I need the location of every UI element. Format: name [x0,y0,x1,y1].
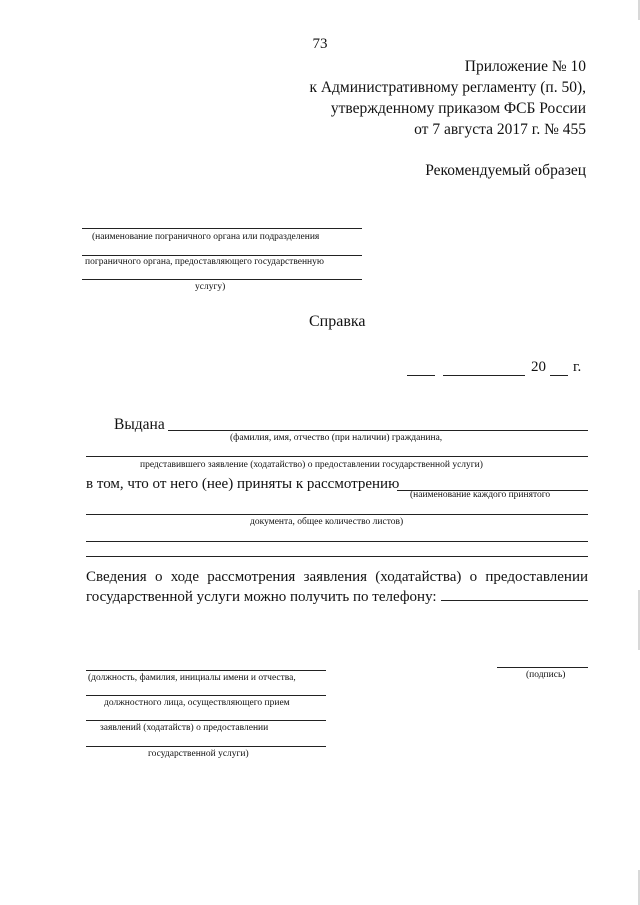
issuer-field-line[interactable] [82,279,362,280]
signature-field[interactable] [497,667,588,668]
citizen-name-field-continued[interactable] [86,456,588,457]
recommended-sample-label: Рекомендуемый образец [425,162,586,179]
official-field-line[interactable] [86,720,326,721]
official-caption: (должность, фамилия, инициалы имени и отчества, [88,673,296,683]
citizen-name-caption: (фамилия, имя, отчество (при наличии) гражданина, [230,433,443,443]
official-field-line[interactable] [86,695,326,696]
appendix-header-line: Приложение № 10 [464,58,586,75]
document-title: Справка [309,313,366,330]
signature-caption: (подпись) [526,670,566,680]
documents-field-continued[interactable] [86,541,588,542]
documents-field-continued[interactable] [86,556,588,557]
appendix-header-line: утвержденному приказом ФСБ России [330,100,586,117]
date-year-suffix: г. [573,359,582,375]
documents-caption: документа, общее количество листов) [250,517,404,527]
official-caption: должностного лица, осуществляющего прием [104,698,290,708]
issuer-field-line[interactable] [82,255,362,256]
appendix-header-line: к Административному регламенту (п. 50), [309,79,586,96]
appendix-header-line: от 7 августа 2017 г. № 455 [414,121,586,138]
issuer-caption: (наименование пограничного органа или подразделения [92,232,320,242]
issuer-caption: услугу) [195,282,226,292]
documents-field-continued[interactable] [86,514,588,515]
date-year-prefix: 20 [531,359,546,375]
page-number: 73 [312,36,328,52]
status-info-line: государственной услуги можно получить по телефону: [86,589,437,605]
status-info-paragraph [86,567,588,607]
issued-label: Выдана [114,416,165,433]
official-field-line[interactable] [86,746,326,747]
official-field-line[interactable] [86,670,326,671]
issuer-field-line[interactable] [82,228,362,229]
documents-caption: (наименование каждого принятого [410,490,551,500]
issuer-caption: пограничного органа, предоставляющего государственную [85,257,324,267]
date-month-field[interactable] [443,375,525,376]
date-year-field[interactable] [550,375,568,376]
status-info-line: Сведения о ходе рассмотрения заявления (ходатайства) о предоставлении [86,569,588,585]
appendix-header [309,56,586,140]
accepted-documents-label: в том, что от него (нее) приняты к рассмотрению [86,476,400,492]
phone-field[interactable] [441,600,588,601]
citizen-name-caption: представившего заявление (ходатайство) о предоставлении государственной услуги) [140,460,483,470]
official-caption: заявлений (ходатайств) о предоставлении [100,723,269,733]
citizen-name-field[interactable] [168,430,588,431]
date-day-field[interactable] [407,375,435,376]
official-caption: государственной услуги) [148,749,249,759]
